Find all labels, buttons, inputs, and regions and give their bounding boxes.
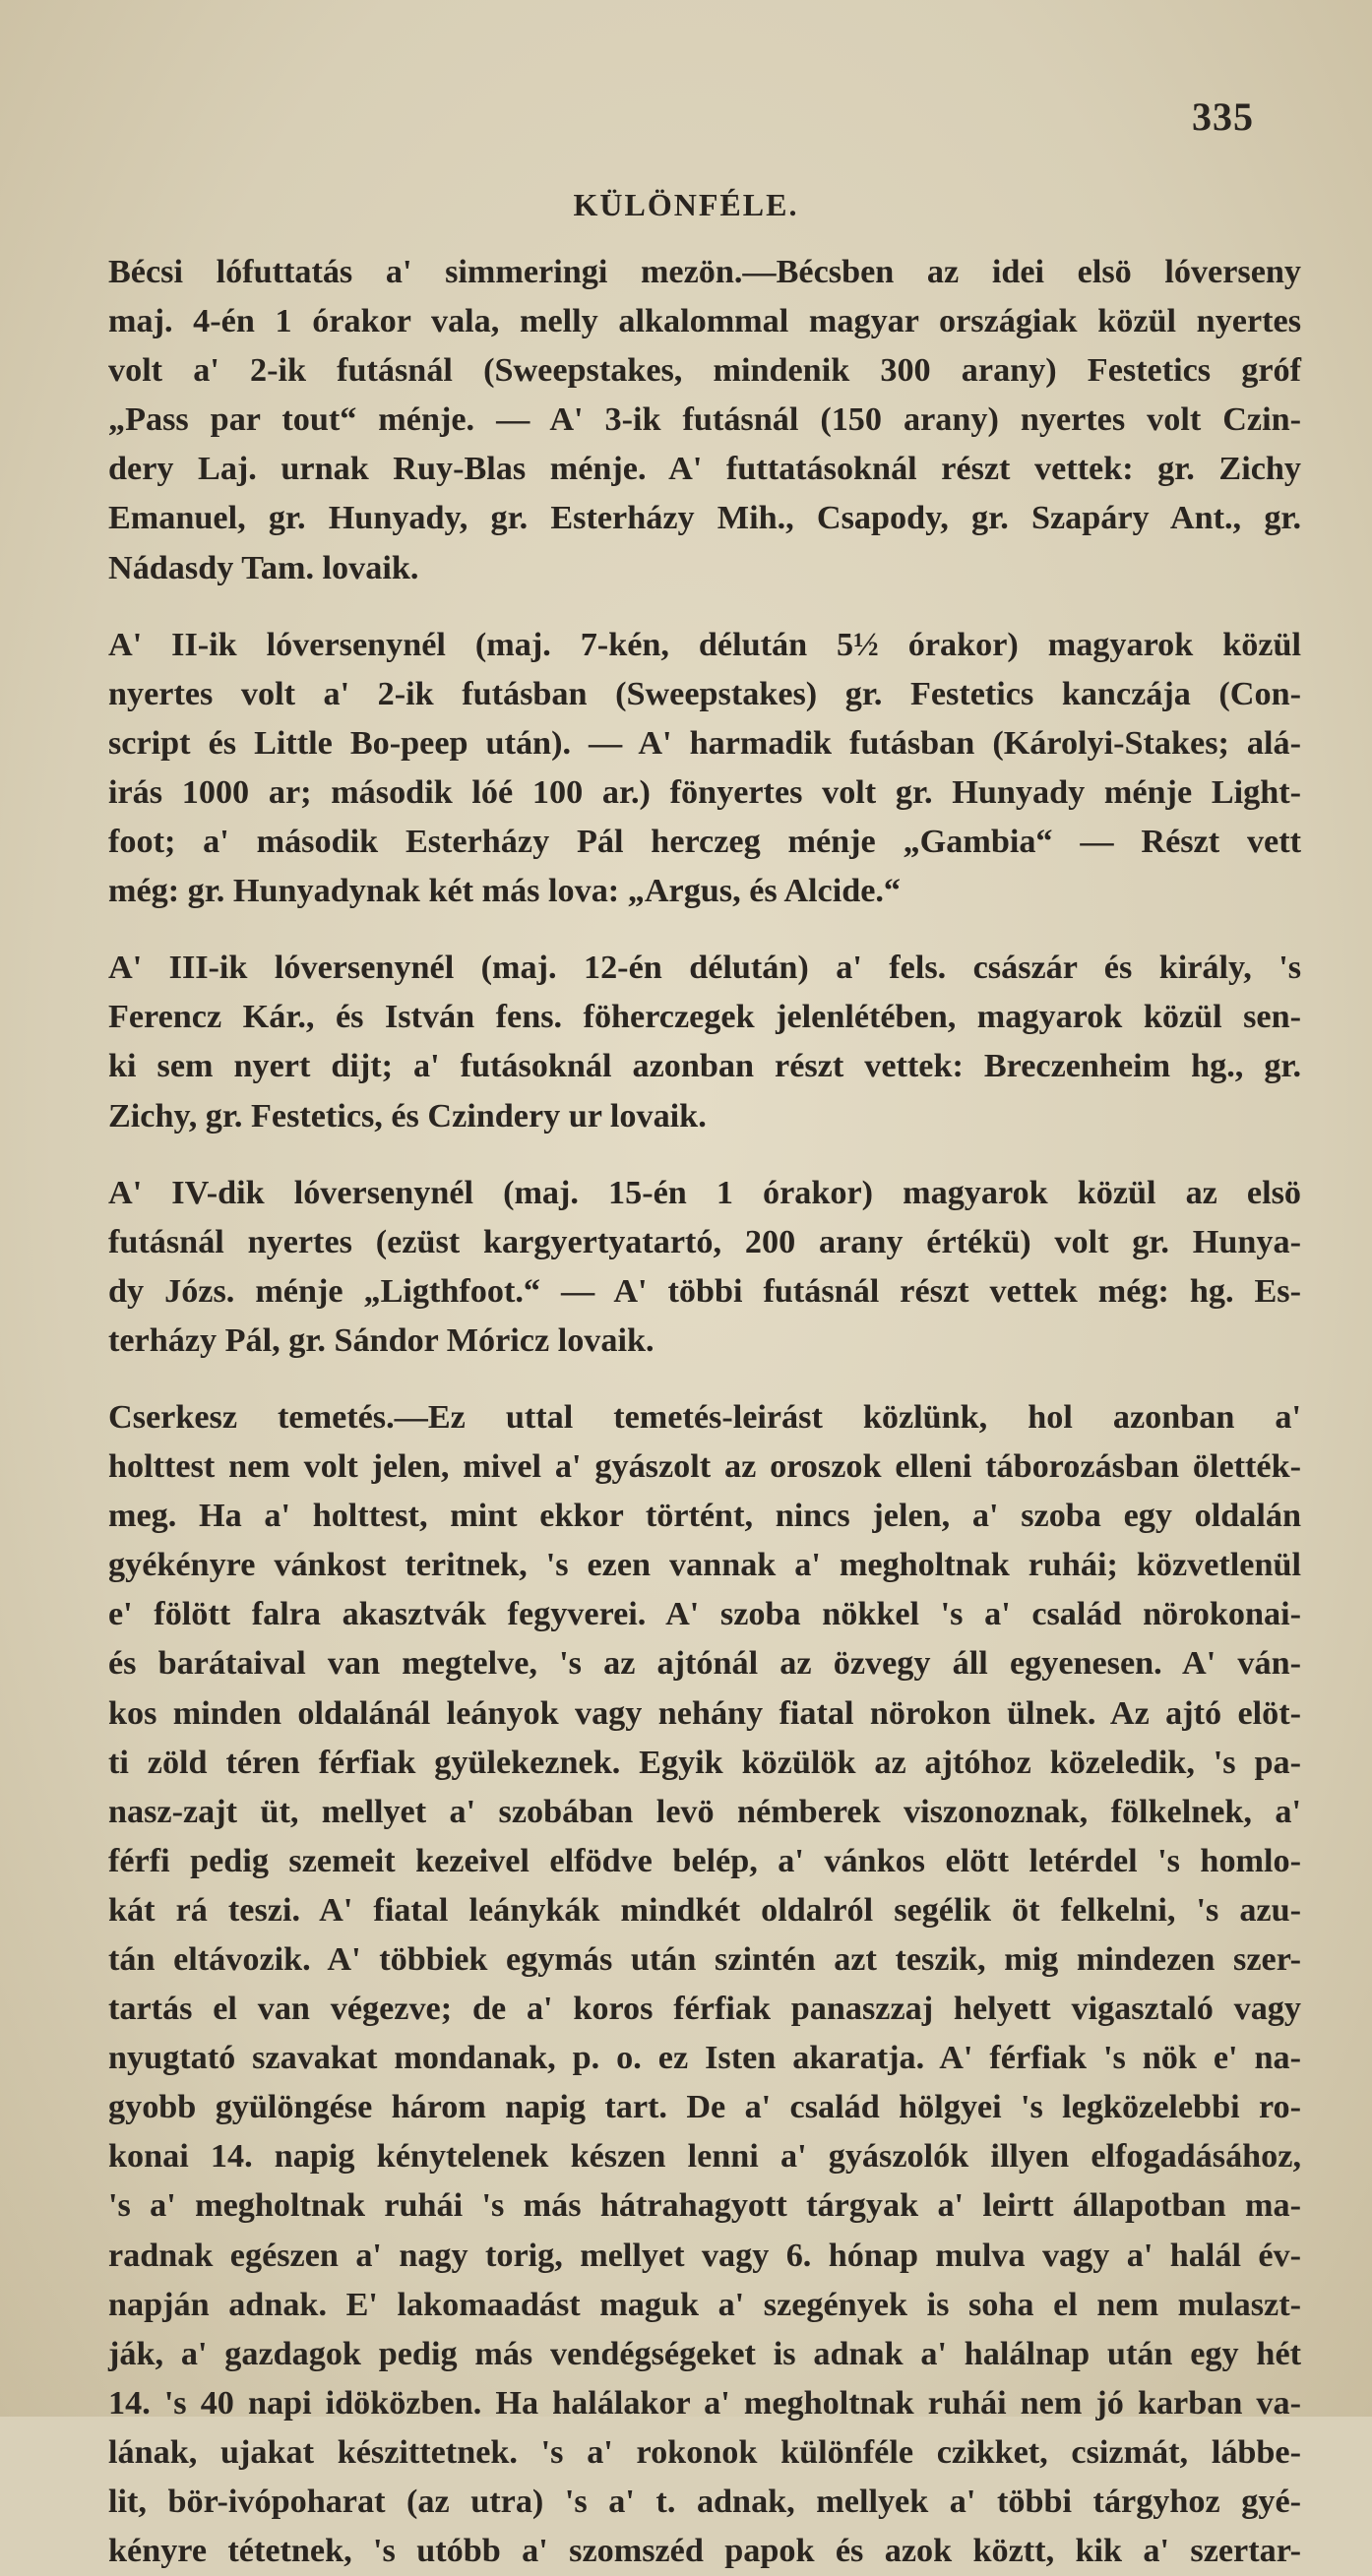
paragraph-fourth-race [108, 1169, 1301, 1366]
text-line: dery Laj. urnak Ruy-Blas ménje. A' futtatásoknál részt vettek: gr. Zichy [108, 451, 1301, 488]
text-line: Ferencz Kár., és István fens. föherczegek jelenlétében, magyarok közül sen- [108, 999, 1301, 1036]
paragraph-vienna-race [108, 248, 1301, 593]
text-line: nasz-zajt üt, mellyet a' szobában levö némberek viszonoznak, fölkelnek, a' [108, 1793, 1301, 1830]
text-line: tartás el van végezve; de a' koros férfiak panaszzaj helyett vigasztaló vagy [108, 1991, 1301, 2028]
text-line: A' IV-dik lóversenynél (maj. 15-én 1 órakor) magyarok közül az elsö [108, 1174, 1301, 1211]
text-line: tán eltávozik. A' többiek egymás után szintén azt teszik, mig mindezen szer- [108, 1941, 1301, 1978]
text-line: kos minden oldalánál leányok vagy nehány fiatal nörokon ülnek. Az ajtó elöt- [108, 1694, 1301, 1732]
section-heading: KÜLÖNFÉLE. [573, 187, 799, 222]
text-line: e' fölött falra akasztvák fegyverei. A' szoba nökkel 's a' család nörokonai- [108, 1596, 1301, 1633]
text-line: napján adnak. E' lakomaadást maguk a' szegények is soha el nem mulaszt- [108, 2286, 1301, 2323]
text-line: gyékényre vánkost teritnek, 's ezen vannak a' megholtnak ruhái; közvetlenül [108, 1547, 1301, 1584]
text-line: még: gr. Hunyadynak két más lova: „Argus, és Alcide.“ [108, 873, 902, 910]
text-line: kényre tétetnek, 's utóbb a' szomszéd papok és azok köztt, kik a' szertar- [108, 2533, 1301, 2570]
text-line: férfi pedig szemeit kezeivel elfödve belép, a' vánkos elött letérdel 's homlo- [108, 1842, 1301, 1879]
text-line: konai 14. napig kénytelenek készen lenni a' gyászolók illyen elfogadásához, [108, 2138, 1301, 2176]
text-line: nyugtató szavakat mondanak, p. o. ez Isten akaratja. A' férfiak 's nök e' na- [108, 2040, 1301, 2077]
page-number: 335 [1192, 94, 1254, 139]
text-line: ki sem nyert dijt; a' futásoknál azonban részt vettek: Breczenheim hg., gr. [108, 1048, 1301, 1085]
text-line: 14. 's 40 napi idöközben. Ha halálakor a' megholtnak ruhái nem jó karban va- [108, 2384, 1301, 2422]
text-line: 's a' megholtnak ruhái 's más hátrahagyott tárgyak a' leirtt állapotban ma- [108, 2187, 1301, 2225]
text-line: lának, ujakat készittetnek. 's a' rokonok különféle czikket, csizmát, lábbe- [108, 2433, 1301, 2471]
text-line: lit, bör-ivópoharat (az utra) 's a' t. adnak, mellyek a' többi tárgyhoz gyé- [108, 2484, 1301, 2521]
text-line: A' II-ik lóversenynél (maj. 7-kén, délután 5½ órakor) magyarok közül [108, 626, 1301, 663]
text-line: futásnál nyertes (ezüst kargyertyatartó, 200 arany értékü) volt gr. Hunya- [108, 1223, 1301, 1260]
body-text [108, 248, 1301, 2576]
text-line: Zichy, gr. Festetics, és Czindery ur lovaik. [108, 1097, 707, 1135]
paragraph-circassian-funeral [108, 1393, 1301, 2576]
text-line: Bécsi lófuttatás a' simmeringi mezön.—Bécsben az idei elsö lóverseny [108, 254, 1301, 290]
text-line: holttest nem volt jelen, mivel a' gyászolt az oroszok elleni táborozásban ölették- [108, 1448, 1301, 1486]
text-line: gyobb gyülöngése három napig tart. De a' család hölgyei 's legközelebbi ro- [108, 2089, 1301, 2126]
text-line: Cserkesz temetés.—Ez uttal temetés-leirást közlünk, hol azonban a' [108, 1398, 1301, 1436]
text-line: Emanuel, gr. Hunyady, gr. Esterházy Mih., Csapody, gr. Szapáry Ant., gr. [108, 500, 1301, 537]
text-line: maj. 4-én 1 órakor vala, melly alkalommal magyar országiak közül nyertes [108, 303, 1301, 340]
text-line: és barátaival van megtelve, 's az ajtónál az özvegy áll egyenesen. A' ván- [108, 1645, 1301, 1683]
text-line: Nádasdy Tam. lovaik. [108, 549, 419, 586]
text-line: „Pass par tout“ ménje. — A' 3-ik futásnál (150 arany) nyertes volt Czin- [108, 401, 1301, 439]
text-line: volt a' 2-ik futásnál (Sweepstakes, mindenik 300 arany) Festetics gróf [108, 352, 1301, 390]
text-line: irás 1000 ar; második lóé 100 ar.) fönyertes volt gr. Hunyady ménje Light- [108, 773, 1301, 811]
text-line: terházy Pál, gr. Sándor Móricz lovaik. [108, 1321, 655, 1359]
text-line: radnak egészen a' nagy torig, mellyet vagy 6. hónap mulva vagy a' halál év- [108, 2237, 1301, 2274]
text-line: meg. Ha a' holttest, mint ekkor történt, nincs jelen, a' szoba egy oldalán [108, 1498, 1301, 1535]
text-line: ják, a' gazdagok pedig más vendégségeket is adnak a' halálnap után egy hét [108, 2335, 1301, 2372]
text-line: A' III-ik lóversenynél (maj. 12-én délután) a' fels. császár és király, 's [108, 950, 1301, 987]
text-line: foot; a' második Esterházy Pál herczeg ménje „Gambia“ — Részt vett [108, 824, 1301, 861]
text-line: script és Little Bo-peep után). — A' harmadik futásban (Károlyi-Stakes; alá- [108, 724, 1301, 762]
text-line: ti zöld téren férfiak gyülekeznek. Egyik közülök az ajtóhoz közeledik, 's pa- [108, 1744, 1301, 1781]
paragraph-second-race [108, 621, 1301, 917]
text-line: dy Józs. ménje „Ligthfoot.“ — A' többi futásnál részt vettek még: hg. Es- [108, 1272, 1301, 1310]
text-line: kát rá teszi. A' fiatal leánykák mindkét oldalról segélik öt felkelni, 's azu- [108, 1891, 1301, 1929]
text-line: nyertes volt a' 2-ik futásban (Sweepstakes) gr. Festetics kanczája (Con- [108, 675, 1301, 712]
paragraph-third-race [108, 944, 1301, 1140]
